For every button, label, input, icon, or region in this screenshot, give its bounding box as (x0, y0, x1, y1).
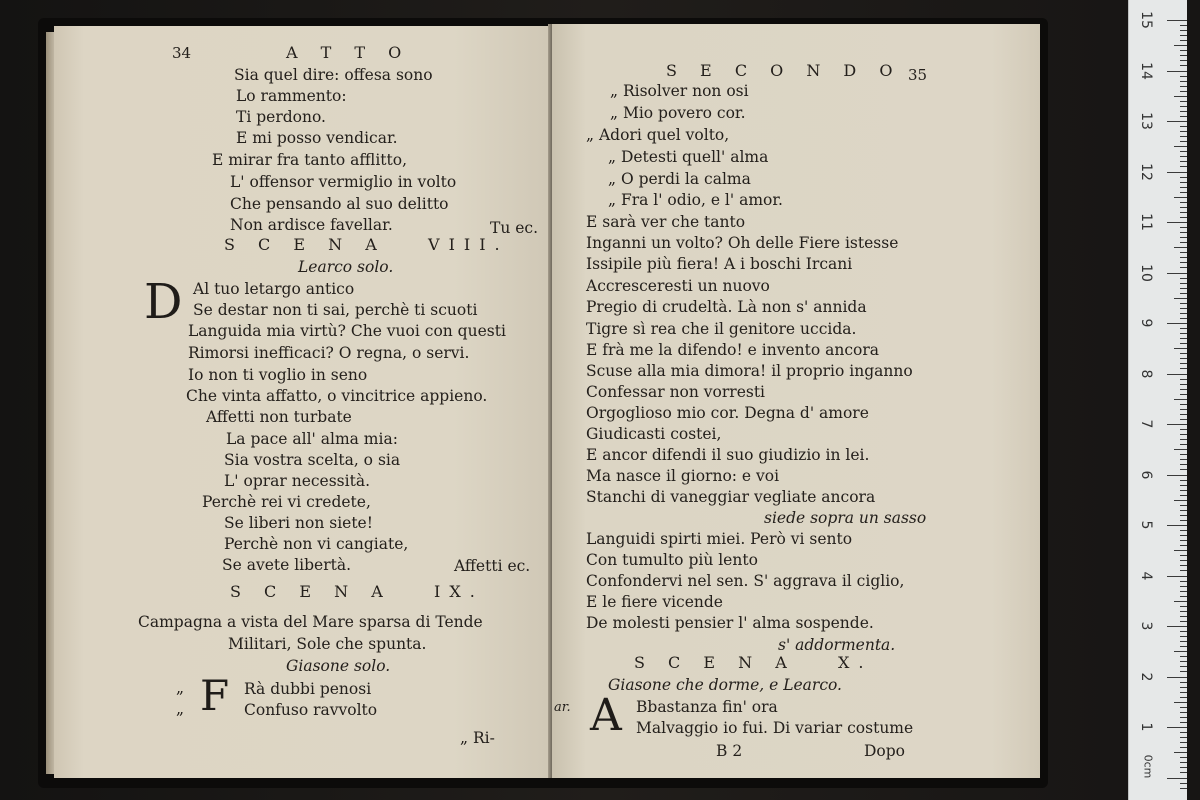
scene-heading: S C E N A VIII. (224, 235, 509, 254)
ruler-tick (1167, 626, 1187, 627)
ruler-tick (1180, 414, 1187, 415)
ruler-tick (1180, 257, 1187, 258)
ruler-tick (1180, 252, 1187, 253)
scene-heading: S C E N A IX. (230, 582, 484, 601)
ruler-number: 6 (1138, 470, 1154, 479)
verse-line: Inganni un volto? Oh delle Fiere istesse (586, 234, 899, 252)
right-page-number: 35 (908, 66, 928, 84)
signature-mark: B 2 (716, 742, 743, 760)
ruler-tick (1180, 55, 1187, 56)
ruler-number: 9 (1138, 318, 1154, 328)
ruler-tick (1180, 505, 1187, 506)
right-page (552, 24, 1040, 778)
verse-line: Confondervi nel sen. S' aggrava il ciglio, (586, 572, 905, 590)
verse-line: Issipile più fiera! A i boschi Ircani (586, 255, 853, 273)
ruler-tick (1180, 227, 1187, 228)
ruler-tick (1180, 671, 1187, 672)
ruler-tick (1180, 687, 1187, 688)
ruler-tick (1180, 303, 1187, 304)
ruler-tick (1180, 646, 1187, 647)
ruler-tick (1180, 237, 1187, 238)
ruler-unit-label: 0cm (1141, 754, 1155, 779)
left-running-head: A T T O (286, 43, 411, 62)
ruler-tick (1167, 172, 1187, 173)
drop-cap: D (144, 274, 183, 330)
ruler-tick (1180, 81, 1187, 82)
verse-line: Bbastanza fin' ora (636, 698, 778, 716)
ruler-tick (1180, 490, 1187, 491)
ruler-tick (1180, 86, 1187, 87)
verse-line: Pregio di crudeltà. Là non s' annida (586, 298, 867, 316)
scene-character: Learco solo. (298, 258, 394, 276)
ruler-tick (1180, 495, 1187, 496)
ruler-tick (1180, 464, 1187, 465)
ruler-tick (1180, 712, 1187, 713)
verse-line: L' offensor vermiglio in volto (230, 173, 457, 191)
ruler-tick (1174, 550, 1187, 551)
ruler-tick (1167, 273, 1187, 274)
ruler-tick (1180, 161, 1187, 162)
ruler-tick (1174, 197, 1187, 198)
ruler-tick (1180, 363, 1187, 364)
verse-line: La pace all' alma mia: (226, 430, 398, 448)
ruler-tick (1180, 636, 1187, 637)
ruler-tick (1180, 379, 1187, 380)
ruler-tick (1180, 772, 1187, 773)
verse-line: Orgoglioso mio cor. Degna d' amore (586, 404, 869, 422)
ruler-tick (1180, 661, 1187, 662)
ruler-tick (1180, 697, 1187, 698)
verse-line: Languida mia virtù? Che vuoi con questi (188, 322, 506, 340)
ruler-tick (1180, 747, 1187, 748)
verse-line: Stanchi di vaneggiar vegliate ancora (586, 488, 876, 506)
left-page-number: 34 (172, 44, 192, 62)
catchword: Dopo (864, 742, 906, 760)
ruler-tick (1180, 515, 1187, 516)
drop-cap: F (200, 671, 230, 720)
ruler-tick (1180, 283, 1187, 284)
ruler-tick (1180, 278, 1187, 279)
ruler-tick (1174, 247, 1187, 248)
ruler-tick (1180, 384, 1187, 385)
ruler-tick (1180, 30, 1187, 31)
ruler-tick (1180, 116, 1187, 117)
verse-line: E mirar fra tanto afflitto, (212, 151, 408, 169)
ruler-tick (1167, 475, 1187, 476)
ruler-number: 12 (1138, 162, 1154, 181)
ruler-tick (1180, 182, 1187, 183)
verse-line: Non ardisce favellar. (230, 216, 393, 234)
ruler-tick (1180, 707, 1187, 708)
ruler-tick (1167, 727, 1187, 728)
ruler-tick (1174, 752, 1187, 753)
ruler-tick (1180, 621, 1187, 622)
ruler-tick (1180, 565, 1187, 566)
ruler-number: 15 (1138, 11, 1154, 29)
ruler-tick (1180, 545, 1187, 546)
stage-direction: s' addormenta. (778, 636, 896, 654)
ruler-tick (1180, 338, 1187, 339)
ruler-tick (1180, 439, 1187, 440)
ruler-number: 2 (1138, 672, 1154, 681)
ruler-number: 3 (1138, 621, 1154, 631)
ruler-tick (1180, 611, 1187, 612)
ruler-tick (1180, 151, 1187, 152)
ruler-tick (1180, 126, 1187, 127)
quote-mark: „ (176, 679, 185, 697)
quote-mark: „ (176, 700, 185, 718)
ruler-tick (1180, 333, 1187, 334)
ruler-tick (1180, 60, 1187, 61)
verse-line: Lo rammento: (236, 87, 347, 105)
verse-line: Rimorsi inefficaci? O regna, o servi. (188, 344, 470, 362)
verse-line: Se avete libertà. (222, 556, 352, 574)
verse-line: Tigre sì rea che il genitore uccida. (586, 320, 857, 338)
ruler-tick (1180, 242, 1187, 243)
ruler-tick (1174, 651, 1187, 652)
ruler-tick (1167, 525, 1187, 526)
verse-line: Languidi spirti miei. Però vi sento (586, 530, 853, 548)
ruler-tick (1180, 106, 1187, 107)
ruler-tick (1180, 459, 1187, 460)
ruler-tick (1180, 444, 1187, 445)
verse-line: Accresceresti un nuovo (586, 277, 770, 295)
ruler-tick (1167, 121, 1187, 122)
aria-cue: Affetti ec. (454, 557, 531, 575)
ruler-tick (1180, 581, 1187, 582)
measuring-ruler (1128, 0, 1187, 800)
ruler-tick (1180, 156, 1187, 157)
ruler-tick (1180, 389, 1187, 390)
verse-line: E sarà ver che tanto (586, 213, 746, 231)
ruler-tick (1180, 76, 1187, 77)
verse-line: E ancor difendi il suo giudizio in lei. (586, 446, 870, 464)
verse-line: De molesti pensier l' alma sospende. (586, 614, 874, 632)
ruler-tick (1180, 722, 1187, 723)
ruler-number: 7 (1138, 419, 1154, 429)
ruler-tick (1180, 40, 1187, 41)
ruler-tick (1174, 298, 1187, 299)
ruler-tick (1180, 783, 1187, 784)
ruler-number: 10 (1138, 263, 1154, 282)
ruler-tick (1180, 187, 1187, 188)
ruler-tick (1180, 318, 1187, 319)
verse-line: Sia quel dire: offesa sono (234, 66, 433, 84)
ruler-tick (1180, 91, 1187, 92)
ruler-tick (1180, 177, 1187, 178)
ruler-number: 8 (1138, 369, 1154, 378)
ruler-tick (1180, 596, 1187, 597)
ruler-tick (1180, 560, 1187, 561)
ruler-tick (1180, 530, 1187, 531)
ruler-number: 11 (1138, 213, 1154, 231)
ruler-tick (1167, 323, 1187, 324)
speaker-label: ar. (554, 700, 571, 715)
ruler-tick (1180, 50, 1187, 51)
scene-character: Giasone solo. (286, 657, 391, 675)
ruler-tick (1180, 535, 1187, 536)
ruler-tick (1167, 576, 1187, 577)
stage-setting: Campagna a vista del Mare sparsa di Tende (138, 613, 483, 631)
ruler-tick (1180, 217, 1187, 218)
ruler-tick (1180, 65, 1187, 66)
drop-cap: A (590, 690, 622, 741)
ruler-tick (1180, 35, 1187, 36)
ruler-tick (1180, 262, 1187, 263)
ruler-tick (1180, 328, 1187, 329)
ruler-tick (1180, 267, 1187, 268)
ruler-tick (1180, 313, 1187, 314)
verse-line: Sia vostra scelta, o sia (224, 451, 401, 469)
verse-line: „ Risolver non osi (610, 82, 749, 100)
verse-line: Con tumulto più lento (586, 551, 758, 569)
ruler-tick (1180, 308, 1187, 309)
verse-line: Se liberi non siete! (224, 514, 373, 532)
ruler-tick (1180, 429, 1187, 430)
verse-line: Perchè non vi cangiate, (224, 535, 409, 553)
ruler-tick (1167, 222, 1187, 223)
ruler-tick (1180, 212, 1187, 213)
catchword: „ Ri- (460, 729, 495, 747)
ruler-tick (1180, 520, 1187, 521)
ruler-tick (1167, 778, 1187, 779)
ruler-tick (1180, 131, 1187, 132)
ruler-tick (1180, 732, 1187, 733)
ruler-tick (1180, 141, 1187, 142)
verse-line: Se destar non ti sai, perchè ti scuoti (193, 301, 478, 319)
verse-line: „ Adori quel volto, (586, 126, 730, 144)
ruler-tick (1180, 591, 1187, 592)
ruler-tick (1174, 399, 1187, 400)
ruler-tick (1180, 480, 1187, 481)
ruler-tick (1167, 71, 1187, 72)
ruler-tick (1180, 288, 1187, 289)
ruler-tick (1180, 101, 1187, 102)
ruler-tick (1180, 631, 1187, 632)
verse-line: E frà me la difendo! e invento ancora (586, 341, 879, 359)
ruler-tick (1180, 293, 1187, 294)
verse-line: Confessar non vorresti (586, 383, 766, 401)
ruler-tick (1180, 641, 1187, 642)
ruler-tick (1180, 570, 1187, 571)
ruler-tick (1174, 96, 1187, 97)
ruler-tick (1167, 374, 1187, 375)
verse-line: Io non ti voglio in seno (188, 366, 368, 384)
ruler-tick (1180, 682, 1187, 683)
verse-line: „ Mio povero cor. (610, 104, 746, 122)
verse-line: Ti perdono. (236, 108, 326, 126)
ruler-tick (1180, 742, 1187, 743)
ruler-tick (1180, 358, 1187, 359)
ruler-tick (1180, 353, 1187, 354)
ruler-number: 5 (1138, 520, 1154, 530)
verse-line: Perchè rei vi credete, (202, 493, 371, 511)
ruler-tick (1174, 702, 1187, 703)
ruler-tick (1180, 717, 1187, 718)
ruler-tick (1180, 762, 1187, 763)
verse-line: Affetti non turbate (206, 408, 352, 426)
ruler-tick (1180, 232, 1187, 233)
verse-line: Che pensando al suo delitto (230, 195, 449, 213)
ruler-tick (1180, 757, 1187, 758)
verse-line: E mi posso vendicar. (236, 129, 398, 147)
ruler-tick (1180, 737, 1187, 738)
ruler-tick (1180, 788, 1187, 789)
ruler-tick (1180, 454, 1187, 455)
stage-setting: Militari, Sole che spunta. (228, 635, 427, 653)
ruler-tick (1180, 656, 1187, 657)
ruler-tick (1180, 767, 1187, 768)
scene-heading: S C E N A X. (634, 653, 873, 672)
verse-line: E le fiere vicende (586, 593, 723, 611)
stage-direction: siede sopra un sasso (764, 509, 927, 527)
verse-line: Scuse alla mia dimora! il proprio inganno (586, 362, 913, 380)
verse-line: Malvaggio io fui. Di variar costume (636, 719, 914, 737)
scene-character: Giasone che dorme, e Learco. (608, 676, 842, 694)
verse-line: „ O perdi la calma (608, 170, 751, 188)
ruler-tick (1174, 449, 1187, 450)
ruler-tick (1174, 348, 1187, 349)
ruler-tick (1180, 692, 1187, 693)
verse-line: L' oprar necessità. (224, 472, 370, 490)
verse-line: „ Fra l' odio, e l' amor. (608, 191, 783, 209)
ruler-number: 1 (1138, 722, 1154, 732)
ruler-number: 14 (1138, 61, 1154, 80)
ruler-tick (1180, 166, 1187, 167)
verse-line: Al tuo letargo antico (193, 280, 355, 298)
ruler-tick (1180, 111, 1187, 112)
ruler-tick (1167, 677, 1187, 678)
ruler-tick (1180, 510, 1187, 511)
ruler-tick (1174, 45, 1187, 46)
ruler-tick (1174, 601, 1187, 602)
aria-cue: Tu ec. (490, 219, 539, 237)
ruler-tick (1180, 586, 1187, 587)
verse-line: Rà dubbi penosi (244, 680, 372, 698)
ruler-tick (1180, 409, 1187, 410)
ruler-tick (1180, 616, 1187, 617)
ruler-tick (1180, 394, 1187, 395)
ruler-tick (1180, 202, 1187, 203)
ruler-tick (1180, 192, 1187, 193)
ruler-tick (1180, 666, 1187, 667)
ruler-tick (1180, 25, 1187, 26)
ruler-tick (1167, 20, 1187, 21)
ruler-number: 4 (1138, 571, 1154, 580)
ruler-number: 13 (1138, 112, 1154, 130)
ruler-tick (1180, 368, 1187, 369)
ruler-tick (1180, 404, 1187, 405)
ruler-tick (1167, 424, 1187, 425)
verse-line: Ma nasce il giorno: e voi (586, 467, 780, 485)
verse-line: „ Detesti quell' alma (608, 148, 769, 166)
ruler-tick (1174, 500, 1187, 501)
ruler-tick (1180, 419, 1187, 420)
ruler-tick (1180, 136, 1187, 137)
verse-line: Confuso ravvolto (244, 701, 378, 719)
ruler-tick (1180, 207, 1187, 208)
ruler-tick (1180, 485, 1187, 486)
verse-line: Che vinta affatto, o vincitrice appieno. (186, 387, 488, 405)
ruler-tick (1180, 469, 1187, 470)
ruler-tick (1180, 540, 1187, 541)
ruler-tick (1174, 146, 1187, 147)
left-page (54, 26, 554, 778)
verse-line: Giudicasti costei, (586, 425, 722, 443)
right-running-head: S E C O N D O (666, 61, 902, 80)
ruler-tick (1180, 606, 1187, 607)
ruler-tick (1180, 555, 1187, 556)
ruler-tick (1180, 343, 1187, 344)
ruler-tick (1180, 434, 1187, 435)
